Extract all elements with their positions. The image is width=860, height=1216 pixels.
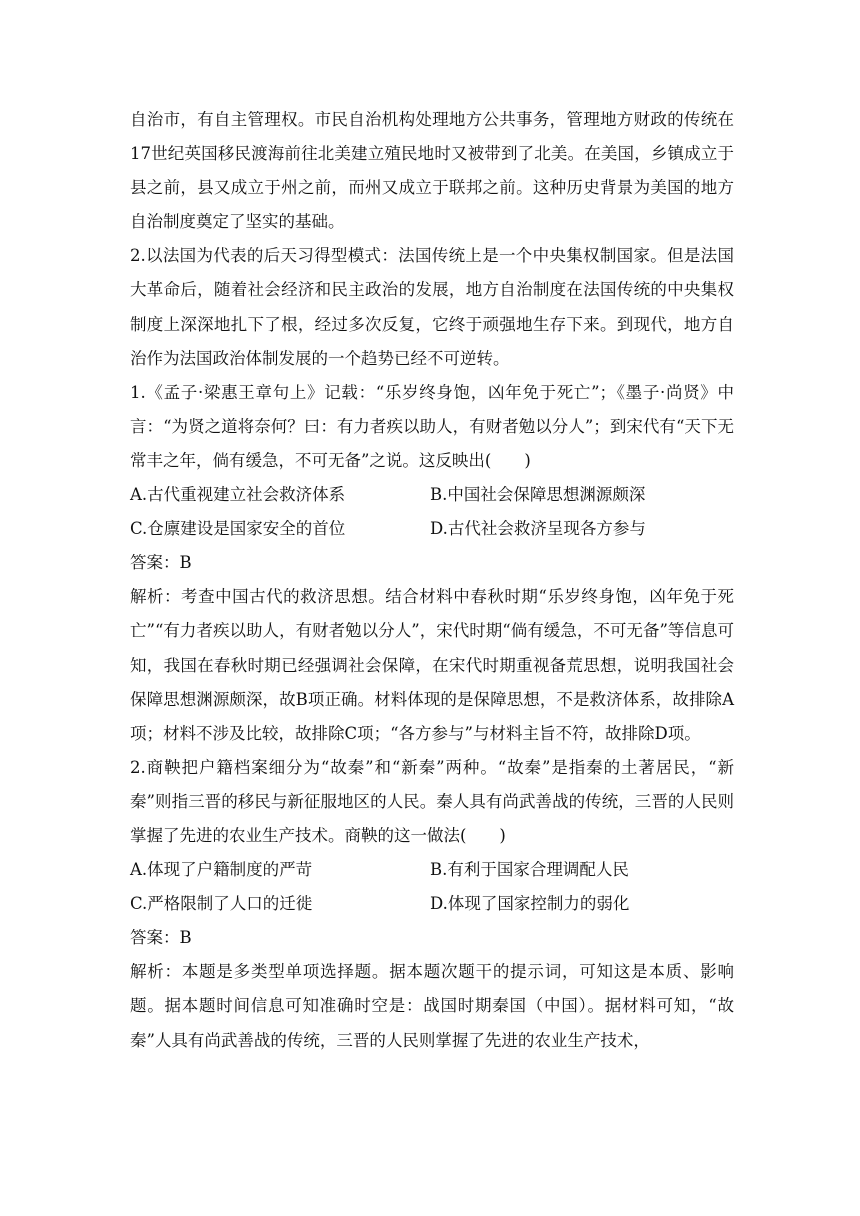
question-1-stem: 1.《孟子·梁惠王章句上》记载：“乐岁终身饱，凶年免于死亡”；《墨子·尚贤》中言：“为贤之道将奈何？曰：有力者疾以助人，有财者勉以分人”；到宋代有“天下无常丰之年，倘有缓急，不可无备”之说。这反映出( )	[130, 382, 734, 470]
q1-option-a: A.古代重视建立社会救济体系	[130, 485, 346, 505]
question-1-options-row-1	[130, 478, 734, 512]
q1-option-c: C.仓廪建设是国家安全的首位	[130, 519, 346, 539]
document-body	[130, 103, 734, 1058]
question-2-options-row-1	[130, 853, 734, 887]
q2-option-c: C.严格限制了人口的迁徙	[130, 894, 313, 914]
question-2-answer: 答案：B	[130, 928, 192, 948]
question-2-analysis: 解析：本题是多类型单项选择题。据本题次题干的提示词，可知这是本质、影响题。据本题时间信息可知准确时空是：战国时期秦国（中国）。据材料可知，“故秦”人具有尚武善战的传统，三晋的人民则掌握了先进的农业生产技术，	[130, 962, 734, 1050]
paragraph-us-autonomy: 自治市，有自主管理权。市民自治机构处理地方公共事务，管理地方财政的传统在17世纪英国移民渡海前往北美建立殖民地时又被带到了北美。在美国，乡镇成立于县之前，县又成立于州之前，而州又成立于联邦之前。这种历史背景为美国的地方自治制度奠定了坚实的基础。	[130, 110, 734, 232]
q2-option-d: D.体现了国家控制力的弱化	[430, 894, 630, 914]
q1-option-d: D.古代社会救济呈现各方参与	[430, 519, 646, 539]
question-1-analysis: 解析：考查中国古代的救济思想。结合材料中春秋时期“乐岁终身饱，凶年免于死亡”“有力者疾以助人，有财者勉以分人”，宋代时期“倘有缓急，不可无备”等信息可知，我国在春秋时期已经强调社会保障，在宋代时期重视备荒思想，说明我国社会保障思想渊源颇深，故B项正确。材料体现的是保障思想，不是救济体系，故排除A项；材料不涉及比较，故排除C项；“各方参与”与材料主旨不符，故排除D项。	[130, 587, 734, 743]
paragraph-france-model: 2.以法国为代表的后天习得型模式：法国传统上是一个中央集权制国家。但是法国大革命后，随着社会经济和民主政治的发展，地方自治制度在法国传统的中央集权制度上深深地扎下了根，经过多次反复，它终于顽强地生存下来。到现代，地方自治作为法国政治体制发展的一个趋势已经不可逆转。	[130, 246, 734, 368]
question-1-answer: 答案：B	[130, 553, 192, 573]
question-2-options-row-2	[130, 887, 734, 921]
question-2-stem: 2.商鞅把户籍档案细分为“故秦”和“新秦”两种。“故秦”是指秦的土著居民，“新秦”则指三晋的移民与新征服地区的人民。秦人具有尚武善战的传统，三晋的人民则掌握了先进的农业生产技术。商鞅的这一做法( )	[130, 757, 734, 845]
q2-option-a: A.体现了户籍制度的严苛	[130, 860, 313, 880]
q1-option-b: B.中国社会保障思想渊源颇深	[430, 485, 646, 505]
q2-option-b: B.有利于国家合理调配人民	[430, 860, 629, 880]
question-1-options-row-2	[130, 512, 734, 546]
